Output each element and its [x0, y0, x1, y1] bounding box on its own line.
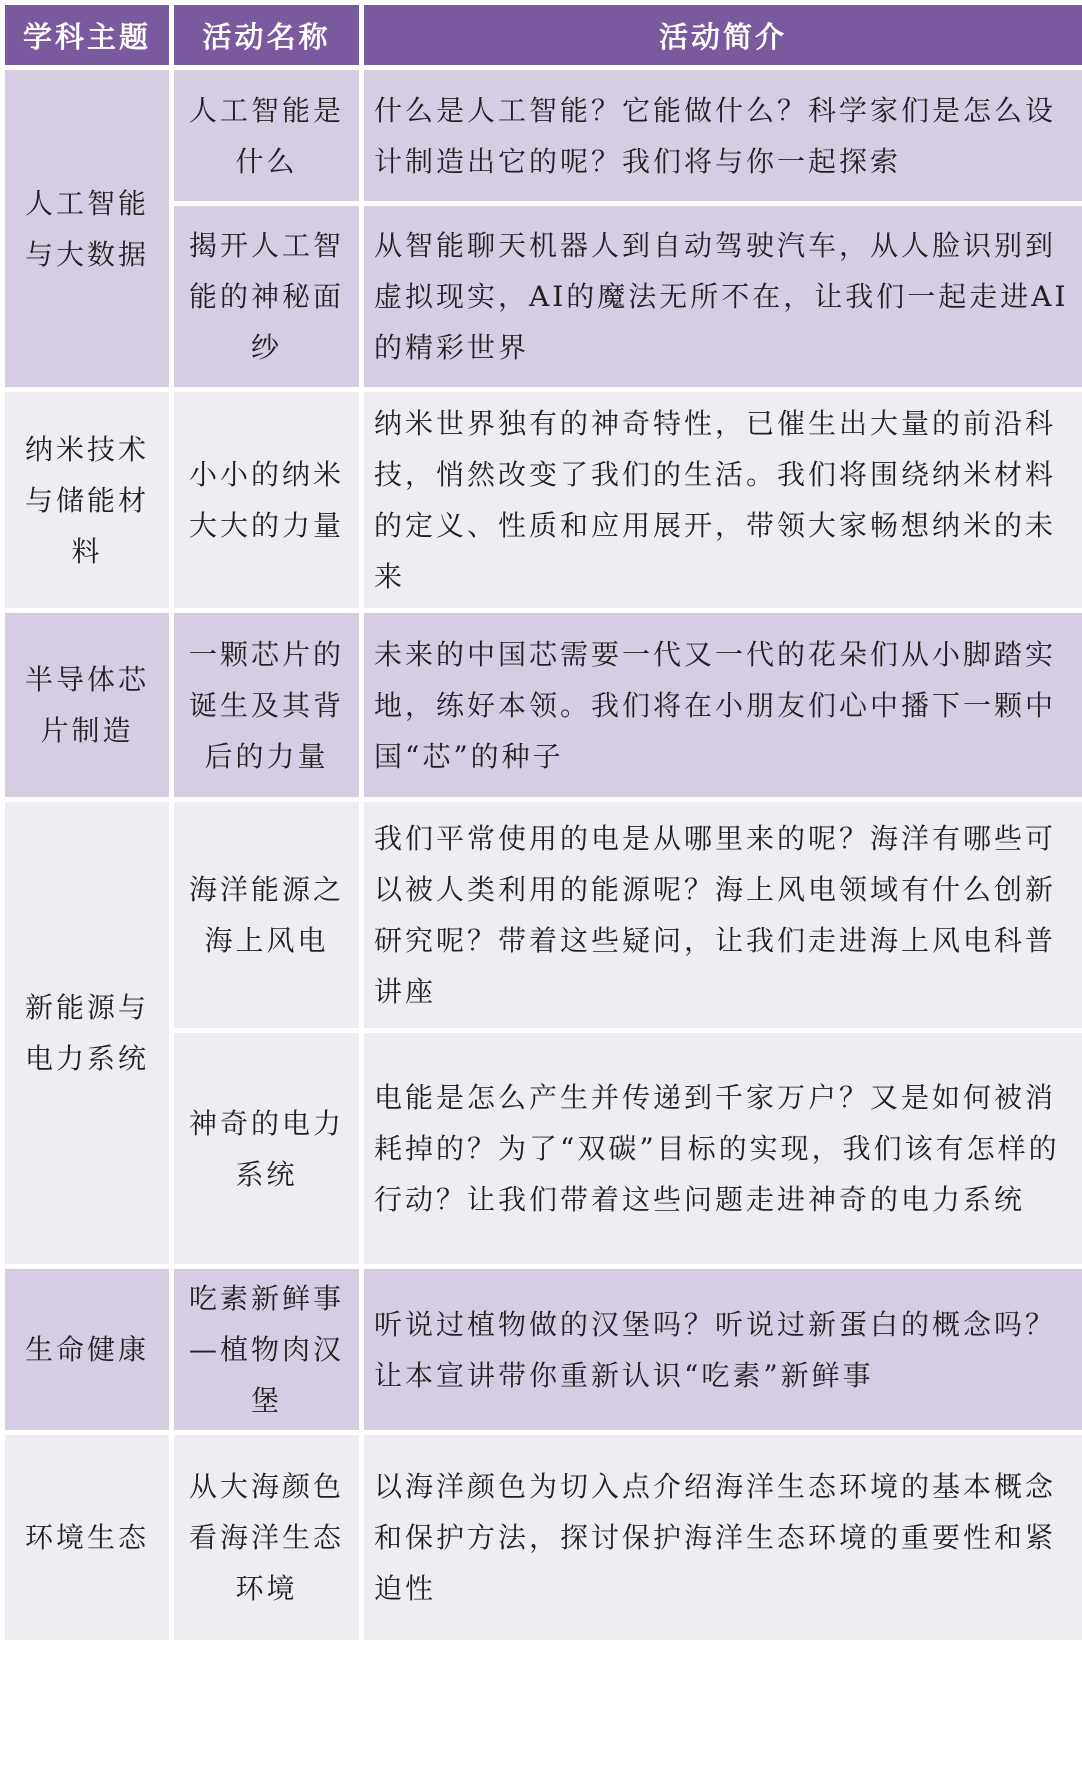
table-row	[5, 392, 1082, 608]
activity-name-cell: 吃素新鲜事—植物肉汉堡	[174, 1269, 359, 1430]
activity-name-cell: 从大海颜色看海洋生态环境	[174, 1435, 359, 1640]
activity-name-cell: 小小的纳米大大的力量	[174, 392, 359, 608]
activity-name-cell: 揭开人工智能的神秘面纱	[174, 206, 359, 387]
activity-intro-cell: 什么是人工智能？它能做什么？科学家们是怎么设计制造出它的呢？我们将与你一起探索	[364, 70, 1082, 201]
header-intro: 活动简介	[364, 5, 1082, 65]
table-row	[5, 613, 1082, 797]
table-row	[5, 802, 1082, 1028]
activity-intro-cell: 电能是怎么产生并传递到千家万户？又是如何被消耗掉的？为了“双碳”目标的实现，我们该有怎样的行动？让我们带着这些问题走进神奇的电力系统	[364, 1033, 1082, 1264]
activity-name-cell: 神奇的电力系统	[174, 1033, 359, 1264]
subject-cell: 生命健康	[5, 1269, 169, 1430]
header-activity: 活动名称	[174, 5, 359, 65]
activity-name-cell: 人工智能是什么	[174, 70, 359, 201]
subject-cell: 人工智能与大数据	[5, 70, 169, 387]
activity-name-cell: 海洋能源之海上风电	[174, 802, 359, 1028]
activity-intro-cell: 以海洋颜色为切入点介绍海洋生态环境的基本概念和保护方法，探讨保护海洋生态环境的重要性和紧迫性	[364, 1435, 1082, 1640]
table-row	[5, 1269, 1082, 1430]
activity-intro-cell: 纳米世界独有的神奇特性，已催生出大量的前沿科技，悄然改变了我们的生活。我们将围绕纳米材料的定义、性质和应用展开，带领大家畅想纳米的未来	[364, 392, 1082, 608]
activity-name-cell: 一颗芯片的诞生及其背后的力量	[174, 613, 359, 797]
activity-intro-cell: 从智能聊天机器人到自动驾驶汽车，从人脸识别到虚拟现实，AI的魔法无所不在，让我们一起走进AI的精彩世界	[364, 206, 1082, 387]
subject-cell: 新能源与电力系统	[5, 802, 169, 1264]
table-row	[5, 1435, 1082, 1640]
activity-intro-cell: 听说过植物做的汉堡吗？听说过新蛋白的概念吗？让本宣讲带你重新认识“吃素”新鲜事	[364, 1269, 1082, 1430]
subject-cell: 环境生态	[5, 1435, 169, 1640]
subject-cell: 纳米技术与储能材料	[5, 392, 169, 608]
header-row	[5, 5, 1082, 65]
table-row	[5, 70, 1082, 201]
header-subject: 学科主题	[5, 5, 169, 65]
activity-intro-cell: 我们平常使用的电是从哪里来的呢？海洋有哪些可以被人类利用的能源呢？海上风电领域有什么创新研究呢？带着这些疑问，让我们走进海上风电科普讲座	[364, 802, 1082, 1028]
activity-intro-cell: 未来的中国芯需要一代又一代的花朵们从小脚踏实地，练好本领。我们将在小朋友们心中播下一颗中国“芯”的种子	[364, 613, 1082, 797]
subject-cell: 半导体芯片制造	[5, 613, 169, 797]
